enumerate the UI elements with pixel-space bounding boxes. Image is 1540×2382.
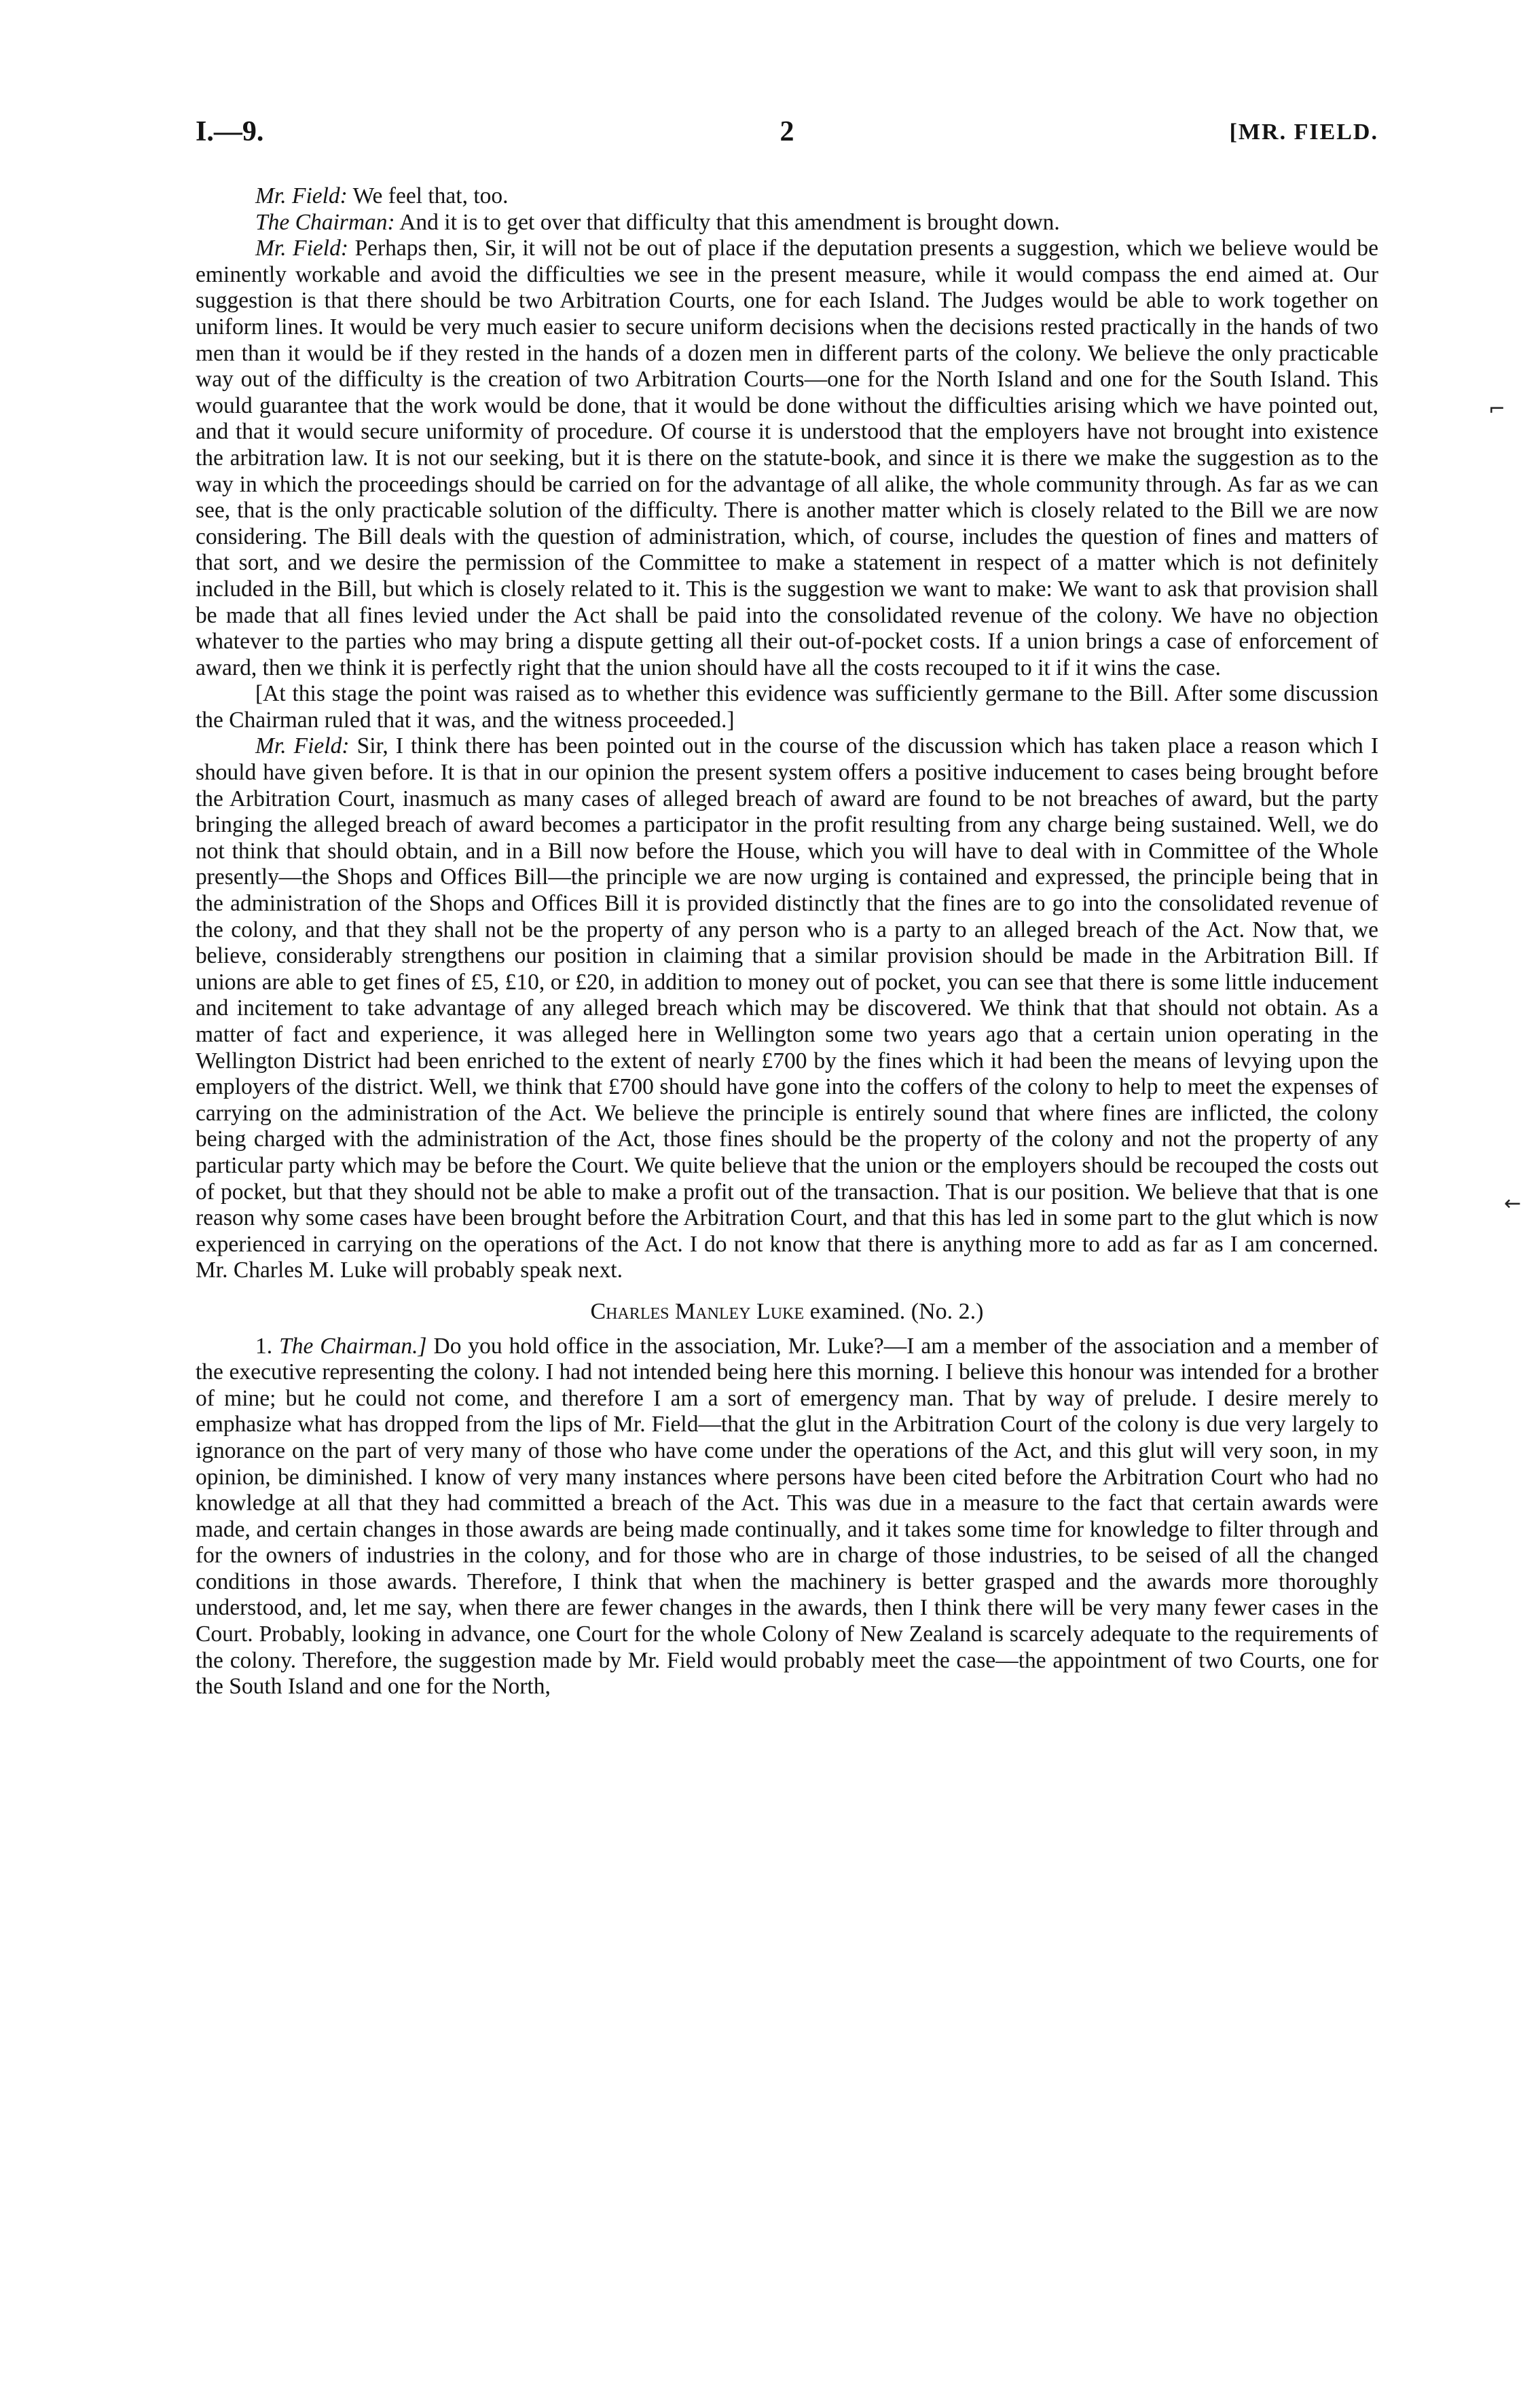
speaker-label: The Chairman.]	[279, 1333, 427, 1359]
margin-arrow-mark: ←	[1504, 1192, 1522, 1215]
paragraph-3	[196, 236, 1378, 681]
paragraph-text: And it is to get over that difficulty that this amendment is brought down.	[395, 209, 1060, 235]
paragraph-2	[196, 210, 1378, 236]
paragraph-text: Perhaps then, Sir, it will not be out of place if the deputation presents a suggestion, which we believe would be eminently workable and avoid the difficulties we see in the present measure, while it would compass the end aimed at. Our suggestion is that there should be two Arbitration Courts, one for each Island. The Judges would be able to work together on uniform lines. It would be very much easier to secure uniform decisions when the decisions rested practically in the hands of two men than it would be if they rested in the hands of a dozen men in different parts of the colony. We believe the only practicable way out of the difficulty is the creation of two Arbitration Courts—one for the North Island and one for the South Island. This would guarantee that the work would be done, that it would be done without the difficulties arising which we have pointed out, and that it would secure uniformity of procedure. Of course it is understood that the employers have not brought into existence the arbitration law. It is not our seeking, but it is there on the statute-book, and since it is there we make the suggestion as to the way in which the proceedings should be carried on for the advantage of all alike, the whole community through. As far as we can see, that is the only practicable solution of the difficulty. There is another matter which is closely related to the Bill we are now considering. The Bill deals with the question of administration, which, of course, includes the question of fines and matters of that sort, and we desire the permission of the Committee to make a statement in respect of a matter which is not definitely included in the Bill, but which is closely related to it. This is the suggestion we want to make: We want to ask that provision shall be made that all fines levied under the Act shall be paid into the consolidated revenue of the colony. We have no objection whatever to the parties who may bring a dispute getting all their out-of-pocket costs. If a union brings a case of enforcement of award, then we think it is perfectly right that the union should have all the costs recouped to it if it wins the case.	[196, 236, 1379, 680]
speaker-label: The Chairman:	[255, 209, 395, 235]
paragraph-4	[196, 681, 1378, 733]
paragraph-5	[196, 733, 1378, 1283]
speaker-label: Mr. Field:	[255, 733, 350, 759]
speaker-label: Mr. Field:	[255, 183, 348, 208]
paragraph-text: [At this stage the point was raised as to whether this evidence was sufficiently germane to the Bill. After some discussion the Chairman ruled that it was, and the witness proceeded.]	[196, 681, 1378, 733]
margin-tick-mark: ⌐	[1488, 397, 1506, 421]
page-number: 2	[780, 116, 794, 147]
document-reference: I.—9.	[196, 116, 264, 147]
witness-heading	[196, 1299, 1378, 1325]
question-number: 1.	[255, 1333, 280, 1359]
question-paragraph	[196, 1334, 1378, 1700]
paragraph-text: Sir, I think there has been pointed out in the course of the discussion which has taken place a reason which I should have given before. It is that in our opinion the present system offers a positive inducement to cases being brought before the Arbitration Court, inasmuch as many cases of alleged breach of award are found to be not breaches of award, but the party bringing the alleged breach of award becomes a participator in the profit resulting from any charge being sustained. Well, we do not think that should obtain, and in a Bill now before the House, which you will have to deal with in Committee of the Whole presently—the Shops and Offices Bill—the principle we are now urging is contained and expressed, the principle being that in the administration of the Shops and Offices Bill it is provided distinctly that the fines are to go into the consolidated revenue of the colony, and that they shall not be the property of any person who is a party to an alleged breach of the Act. Now that, we believe, considerably strengthens our position in claiming that a similar provision should be made in the Arbitration Bill. If unions are able to get fines of £5, £10, or £20, in addition to money out of pocket, you can see that there is some little inducement and incitement to take advantage of any alleged breach which may be discovered. We think that that should not obtain. As a matter of fact and experience, it was alleged here in Wellington some two years ago that a certain union operating in the Wellington District had been enriched to the extent of nearly £700 by the fines which it had been the means of levying upon the employers of the district. Well, we think that £700 should have gone into the coffers of the colony to help to meet the expenses of carrying on the administration of the Act. We believe the principle is entirely sound that where fines are inflicted, the colony being charged with the administration of the Act, those fines should be the property of the colony and not the property of any particular party which may be before the Court. We quite believe that the union or the employers should be recouped the costs out of pocket, but that they should not be able to make a profit out of the transaction. That is our position. We believe that that is one reason why some cases have been brought before the Arbitration Court, and that this has led in some part to the glut which is now experienced in carrying on the operations of the Act. I do not know that there is anything more to add as far as I am concerned. Mr. Charles M. Luke will probably speak next.	[196, 733, 1378, 1283]
witness-heading-suffix: examined. (No. 2.)	[804, 1298, 984, 1324]
paragraph-1	[196, 183, 1378, 210]
running-head: [MR. FIELD.	[1229, 120, 1378, 145]
witness-name: Charles Manley Luke	[590, 1298, 805, 1324]
paragraph-text: Do you hold office in the association, Mr. Luke?—I am a member of the association and a member of the executive representing the colony. I had not intended being here this morning. I believe this honour was intended for a brother of mine; but he could not come, and therefore I am a sort of emergency man. That by way of prelude. I desire merely to emphasize what has dropped from the lips of Mr. Field—that the glut in the Arbitration Court of the colony is due very largely to ignorance on the part of very many of those who have come under the operations of the Act, and this glut will very soon, in my opinion, be diminished. I know of very many instances where persons have been cited before the Arbitration Court who had no knowledge at all that they had committed a breach of the Act. This was due in a measure to the fact that certain awards were made, and certain changes in those awards are being made continually, and it takes some time for knowledge to filter through and for the owners of industries in the colony, and for those who are in charge of those industries, to be seised of all the changed conditions in those awards. Therefore, I think that when the machinery is better grasped and the awards more thoroughly understood, and, let me say, when there are fewer changes in the awards, then I think there will be very many fewer cases in the Court. Probably, looking in advance, one Court for the whole Colony of New Zealand is scarcely adequate to the requirements of the colony. Therefore, the suggestion made by Mr. Field would probably meet the case—the appointment of two Courts, one for the South Island and one for the North,	[196, 1333, 1379, 1700]
page-header	[196, 115, 1378, 156]
document-body	[196, 183, 1378, 1700]
paragraph-text: We feel that, too.	[347, 183, 509, 208]
speaker-label: Mr. Field:	[255, 236, 348, 261]
